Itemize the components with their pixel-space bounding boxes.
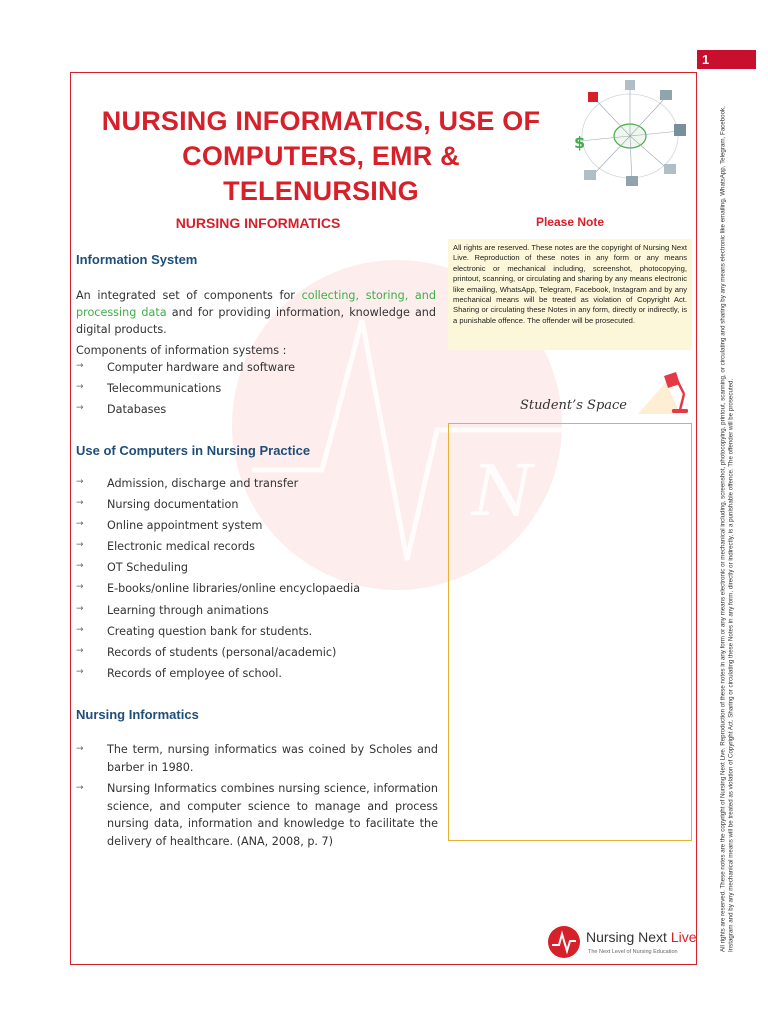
please-note-title: Please Note [535, 215, 605, 229]
network-diagram-icon [570, 76, 690, 191]
students-space-box[interactable] [448, 423, 692, 841]
desk-lamp-icon [636, 368, 692, 416]
arrow-bullet-icon: → [76, 403, 84, 413]
side-copyright-strip [700, 72, 756, 962]
list-item: → Telecommunications [76, 382, 222, 395]
brand-footer [548, 924, 697, 960]
svg-text:$: $ [574, 133, 586, 152]
list-item: → Online appointment system [76, 519, 263, 533]
information-system-definition [76, 287, 436, 338]
students-space-label: Student’s Space [520, 398, 628, 413]
page-title-line-1: NURSING INFORMATICS, USE OF [101, 106, 541, 136]
section-heading-nursing-informatics: NURSING INFORMATICS [175, 215, 341, 231]
arrow-bullet-icon: → [76, 498, 84, 509]
brand-name: Nursing Next Live [586, 929, 697, 945]
list-item: → Computer hardware and software [76, 361, 296, 374]
page-title [86, 104, 556, 209]
arrow-bullet-icon: → [76, 624, 84, 635]
svg-text:N: N [472, 450, 534, 532]
list-item: → Learning through animations [76, 603, 269, 617]
use-of-computers-list [76, 477, 438, 688]
heading-use-of-computers: Use of Computers in Nursing Practice [76, 443, 311, 458]
list-item: → OT Scheduling [76, 561, 189, 575]
list-item: → The term, nursing informatics was coined by Scholes and barber in 1980. [76, 743, 438, 774]
list-item: → Creating question bank for students. [76, 624, 313, 638]
arrow-bullet-icon: → [76, 477, 84, 487]
list-item: → E-books/online libraries/online encyclopaedia [76, 582, 361, 596]
components-label: Components of information systems : [76, 344, 287, 357]
side-copyright-notice: All rights are reserved. These notes are the copyright of Nursing Next Live. Reproduction of these notes in any form or any means electronic or mechanical including, screenshot, photocopying, printout, scanning, or circulating and sharing by any means electronic like emailing, WhatsApp, Telegram, Facebook, Instagram and by any mechanical means will be treated as violation of Copyright Act. Sharing or circulating these Notes in any form, directly or indirectly, is a punishable offence. The offender will be prosecuted. [719, 106, 735, 952]
list-item: → Records of employee of school. [76, 666, 282, 680]
nursing-informatics-list [76, 741, 438, 850]
nursing-next-live-logo-icon [548, 926, 580, 958]
page-number: 1 [697, 50, 756, 69]
list-item: → Electronic medical records [76, 540, 255, 554]
components-list [76, 361, 438, 424]
list-item: → Databases [76, 403, 167, 416]
page-title-line-2: COMPUTERS, EMR & TELENURSING [182, 141, 460, 206]
arrow-bullet-icon: → [76, 382, 84, 392]
definition-highlight: collecting, storing, and processing data [76, 289, 436, 319]
definition-prefix: An integrated set of components for [76, 289, 302, 302]
arrow-bullet-icon: → [76, 540, 84, 551]
arrow-bullet-icon: → [76, 783, 84, 793]
arrow-bullet-icon: → [76, 582, 84, 593]
please-note-box: All rights are reserved. These notes are the copyright of Nursing Next Live. Reproduction of these notes in any form or any means electronic or mechanical including, screenshot, photocopying, printout, scanning, or circulating and sharing by any means electronic like emailing, WhatsApp, Telegram, Facebook, Instagram and by any mechanical means will be treated as violation of Copyright Act. Sharing or circulating these Notes in any form, directly or indirectly, is a punishable offence. The offender will be prosecuted. [448, 239, 692, 350]
arrow-bullet-icon: → [76, 666, 84, 677]
heading-information-system: Information System [76, 252, 198, 267]
arrow-bullet-icon: → [76, 744, 84, 754]
heading-nursing-informatics: Nursing Informatics [76, 707, 199, 722]
arrow-bullet-icon: → [76, 645, 84, 656]
list-item: → Nursing documentation [76, 498, 239, 512]
arrow-bullet-icon: → [76, 603, 84, 614]
list-item: → Admission, discharge and transfer [76, 477, 299, 490]
arrow-bullet-icon: → [76, 361, 84, 371]
list-item: → Records of students (personal/academic) [76, 645, 337, 659]
list-item: → Nursing Informatics combines nursing science, information science, and computer science to manage and process nursing data, information and knowledge to facilitate the delivery of healthcare. (ANA, 2008, p. 7) [76, 782, 438, 848]
arrow-bullet-icon: → [76, 519, 84, 530]
arrow-bullet-icon: → [76, 561, 84, 572]
definition-suffix: and for providing information, knowledge and digital products. [76, 306, 436, 336]
brand-tagline: The Next Level of Nursing Education [588, 949, 678, 955]
